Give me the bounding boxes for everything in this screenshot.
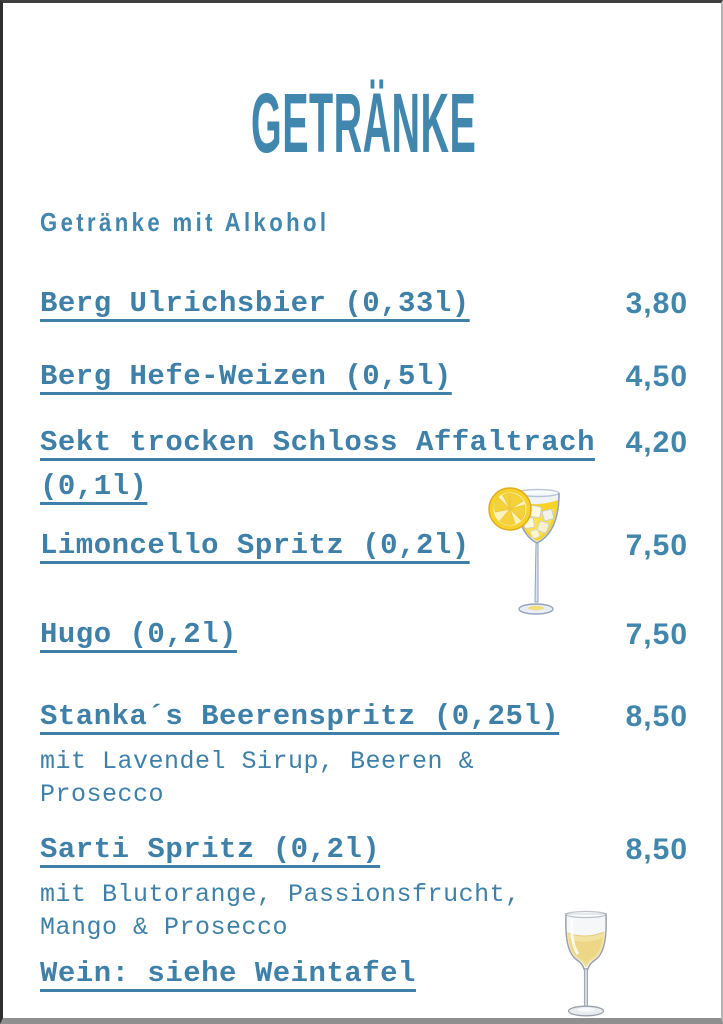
menu-item-name: Berg Hefe-Weizen (0,5l) [40,360,452,393]
menu-item-berg-ulrichsbier [40,282,688,326]
menu-item-price: 4,50 [625,360,688,393]
menu-item-stankas-beerenspritz [40,695,688,811]
menu-item-name: Limoncello Spritz (0,2l) [40,529,470,562]
menu-item-price: 7,50 [625,618,688,651]
menu-item-name: Stanka´s Beerenspritz (0,25l) [40,700,560,733]
section-heading-alcoholic-drinks: Getränke mit Alkohol [40,207,330,237]
menu-item-hugo [40,613,688,657]
menu-item-price: 4,20 [625,426,688,459]
menu-page-content [3,3,721,1018]
menu-item-price: 3,80 [625,287,688,320]
menu-item-price: 8,50 [625,700,688,733]
wine-footer-note [40,952,688,996]
menu-item-berg-hefe-weizen [40,355,688,399]
menu-item-name: Sekt trocken Schloss Affaltrach (0,1l) [40,426,595,503]
title-wrap [40,3,688,170]
menu-item-name: Berg Ulrichsbier (0,33l) [40,287,470,320]
menu-item-price: 7,50 [625,529,688,562]
page-title: GETRÄNKE [251,76,477,170]
menu-item-description: mit Blutorange, Passionsfrucht, Mango & Prosecco [40,880,521,942]
menu-item-sarti-spritz [40,828,688,944]
menu-item-limoncello-spritz [40,524,688,568]
menu-item-price: 8,50 [625,833,688,866]
menu-item-name: Sarti Spritz (0,2l) [40,833,381,866]
menu-item-description: mit Lavendel Sirup, Beeren & Prosecco [40,747,475,809]
menu-item-sekt-trocken [40,421,688,509]
menu-item-name: Hugo (0,2l) [40,618,237,651]
drinks-list [40,282,688,996]
footer-note-text: Wein: siehe Weintafel [40,957,416,990]
